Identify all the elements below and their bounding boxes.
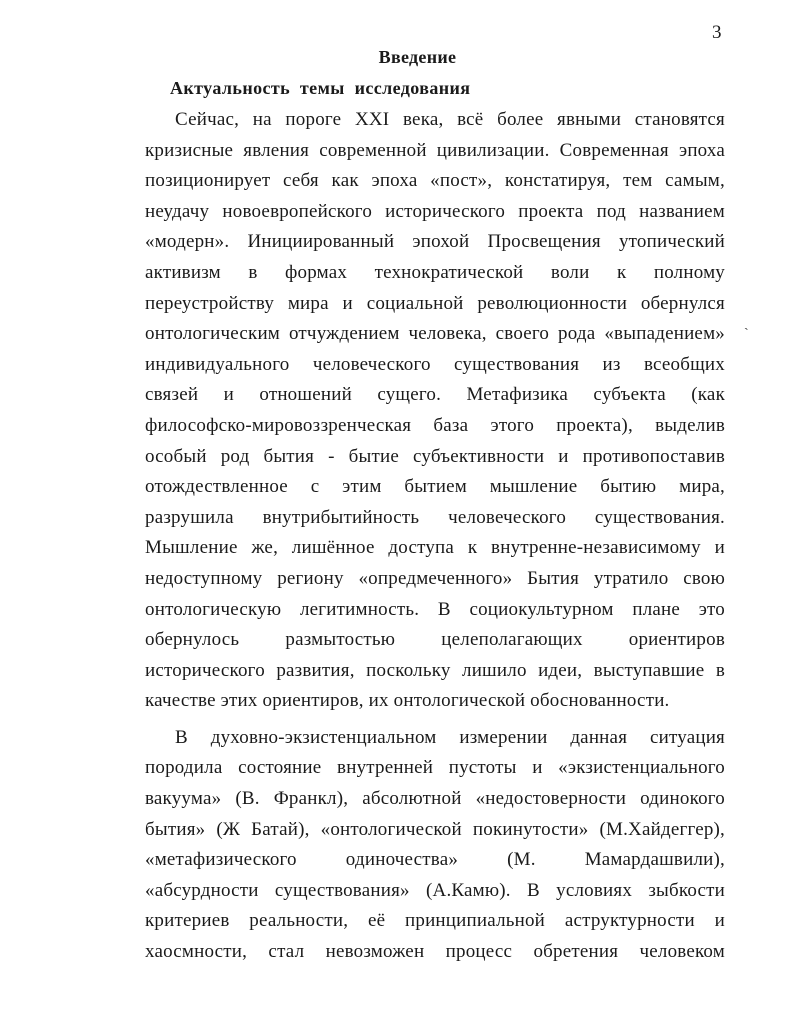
text-line: «абсурдности существования» (А.Камю). В условиях зыбкости — [145, 879, 725, 901]
text-line: онтологическую легитимность. В социокультурном плане это — [145, 598, 725, 620]
text-line: неудачу новоевропейского исторического проекта под названием — [145, 200, 725, 222]
section-subheading: Актуальность темы исследования — [170, 78, 471, 98]
text-line: обернулось размытостью целеполагающих ориентиров — [145, 629, 725, 651]
paragraph-2 — [145, 723, 725, 968]
text-line: хаосмности, стал невозможен процесс обретения человеком — [145, 941, 725, 963]
text-line: философско-мировоззренческая база этого проекта), выделив — [145, 414, 725, 436]
text-line: переустройству мира и социальной революционности обернулся — [145, 292, 725, 314]
text-line: «модерн». Инициированный эпохой Просвещения утопический — [145, 231, 725, 253]
body-text — [145, 105, 725, 968]
text-line: исторического развития, поскольку лишило идеи, выступавшие в — [145, 659, 725, 681]
text-line: онтологическим отчуждением человека, своего рода «выпадением» — [145, 323, 725, 345]
page-number: 3 — [712, 22, 722, 43]
paragraph-1 — [145, 105, 725, 717]
text-line: отождествленное с этим бытием мышление бытию мира, — [145, 476, 725, 498]
text-line: разрушила внутрибытийность человеческого существования. — [145, 506, 725, 528]
text-line: «метафизического одиночества» (М. Мамардашвили), — [145, 849, 725, 871]
text-line: позиционирует себя как эпоха «пост», констатируя, тем самым, — [145, 170, 725, 192]
text-line: Сейчас, на пороге XXI века, всё более явными становятся — [175, 109, 725, 130]
text-line: кризисные явления современной цивилизации. Современная эпоха — [145, 139, 725, 161]
text-line: Мышление же, лишённое доступа к внутренне-независимому и — [145, 537, 725, 559]
text-line: вакуума» (В. Франкл), абсолютной «недостоверности одинокого — [145, 788, 725, 810]
text-line: качестве этих ориентиров, их онтологической обоснованности. — [145, 690, 670, 712]
text-line: связей и отношений сущего. Метафизика субъекта (как — [145, 384, 725, 406]
text-line: породила состояние внутренней пустоты и «экзистенциального — [145, 757, 725, 779]
text-line: бытия» (Ж Батай), «онтологической покинутости» (М.Хайдеггер), — [145, 818, 725, 840]
text-line: В духовно-экзистенциальном измерении данная ситуация — [175, 726, 725, 748]
scan-mark: ˎ — [744, 316, 749, 331]
text-line: критериев реальности, её принципиальной аструктурности и — [145, 910, 725, 932]
text-line: особый род бытия - бытие субъективности и противопоставив — [145, 445, 725, 467]
text-line: индивидуального человеческого существования из всеобщих — [145, 353, 725, 375]
text-line: активизм в формах технократической воли к полному — [145, 261, 725, 283]
text-line: недоступному региону «опредмеченного» Бытия утратило свою — [145, 567, 725, 589]
section-heading: Введение — [378, 47, 457, 67]
